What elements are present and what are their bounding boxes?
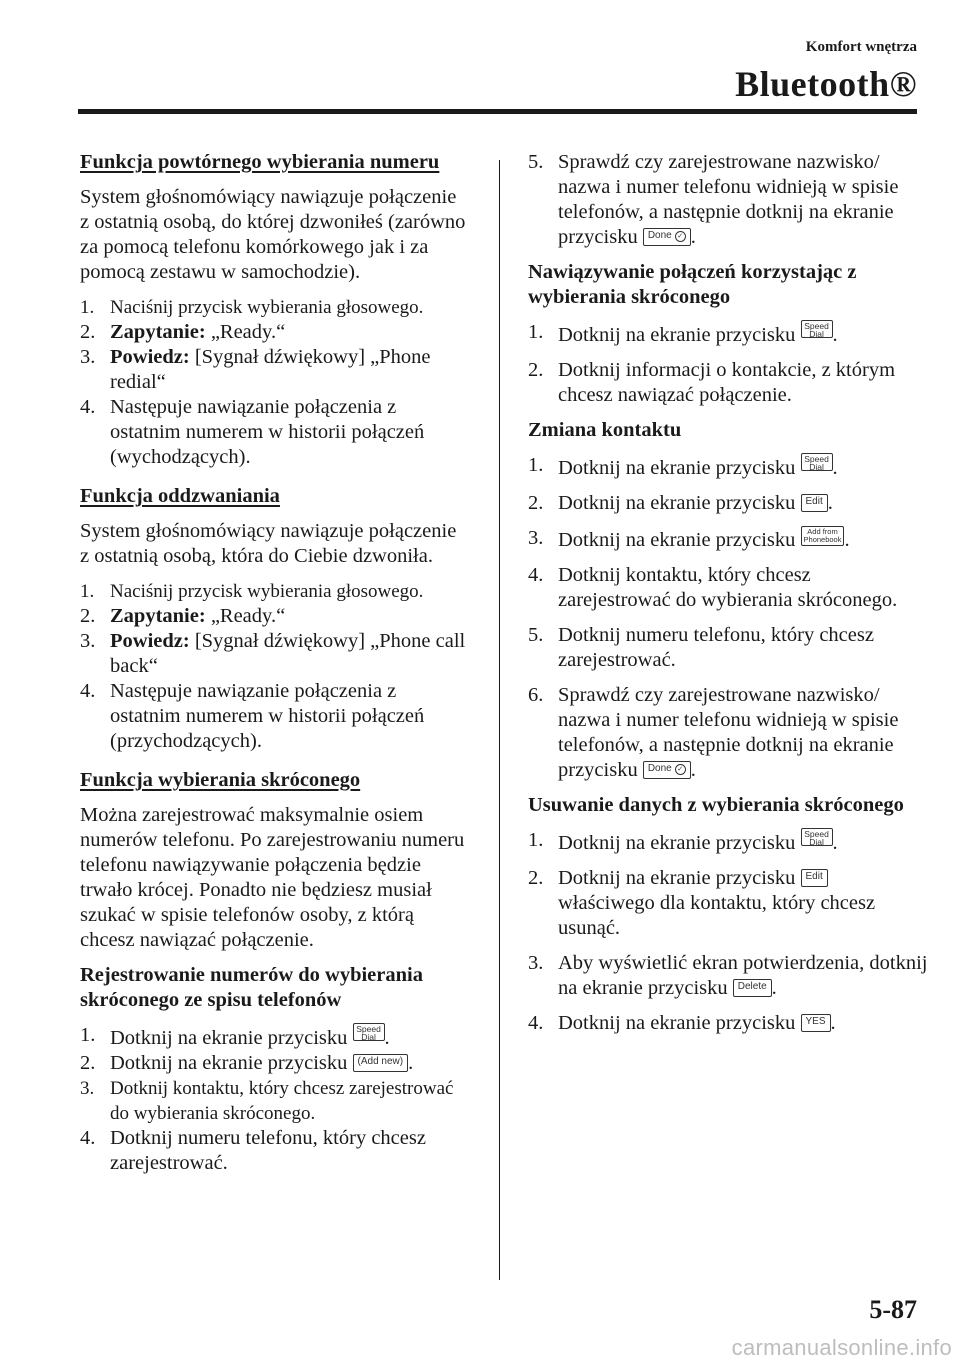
delete-steps (528, 828, 928, 1036)
list-item (528, 320, 928, 348)
step-text (558, 951, 928, 1001)
step-text: Dotknij numeru telefonu, który chcesz zarejestrować. (558, 624, 874, 671)
edit-button-icon: Edit (801, 869, 828, 887)
delete-button-icon: Delete (733, 979, 772, 997)
step-body: „Ready.“ (205, 605, 286, 627)
list-item (528, 526, 928, 553)
button-label: Speed (804, 454, 829, 464)
list-item (80, 604, 470, 629)
step-number: 4. (80, 1127, 96, 1149)
list-item (528, 358, 928, 408)
step-text: Naciśnij przycisk wybierania głosowego. (110, 297, 424, 318)
step-label: Zapytanie: (110, 321, 206, 343)
button-label: Speed (804, 321, 829, 331)
step-text: Naciśnij przycisk wybierania głosowego. (110, 581, 424, 602)
step-end: . (832, 324, 838, 346)
column-divider (499, 160, 500, 1280)
step-text (558, 453, 928, 481)
speed-dial-button-icon (801, 828, 833, 846)
list-item (80, 1023, 470, 1051)
step-number: 2. (528, 867, 544, 889)
step-body: Sprawdź czy zarejestrowane nazwisko/ nazwa i numer telefonu widnieją w spisie telefonów, a następnie dotknij na ekranie przycisku (558, 684, 899, 781)
speed-dial-heading: Funkcja wybierania skróconego (80, 769, 361, 791)
step-text: Dotknij kontaktu, który chcesz zarejestrować do wybierania skróconego. (558, 564, 898, 611)
step-text (110, 320, 470, 345)
step-number: 3. (80, 346, 96, 368)
step-text: Dotknij informacji o kontakcie, z którym chcesz nawiązać połączenie. (558, 359, 896, 406)
step-text (110, 629, 470, 679)
list-item (80, 1076, 470, 1126)
button-label: Add from (807, 527, 838, 536)
step-text (558, 150, 928, 250)
step-body: „Ready.“ (205, 321, 286, 343)
button-label: Done (647, 230, 672, 241)
step-body: Dotknij na ekranie przycisku (558, 529, 801, 551)
section-title: Komfort wnętrza (805, 39, 917, 55)
step-number: 6. (528, 684, 544, 706)
list-item (528, 1011, 928, 1036)
step-number: 5. (528, 624, 544, 646)
list-item (80, 579, 470, 604)
step-number: 2. (528, 359, 544, 381)
step-end: . (408, 1052, 414, 1074)
list-item (528, 563, 928, 613)
step-body: [Sygnał dźwiękowy] „Phone call back“ (110, 630, 466, 677)
step-number: 4. (80, 396, 96, 418)
step-end: właściwego dla kontaktu, który chcesz usunąć. (558, 892, 876, 939)
list-item (528, 866, 928, 941)
right-column (528, 150, 928, 1036)
step-body: [Sygnał dźwiękowy] „Phone redial“ (110, 346, 431, 393)
speed-dial-button-icon (353, 1023, 385, 1041)
speed-dial-intro: Można zarejestrować maksymalnie osiem numerów telefonu. Po zarejestrowaniu numeru telefonu nawiązywanie połączenia będzie trwało krócej. Ponadto nie będziesz musiał szukać w spisie telefonów osoby, z którą chcesz nawiązać połączenie. (80, 804, 465, 951)
step-text (558, 526, 928, 553)
list-item (80, 345, 470, 395)
list-item (80, 679, 470, 754)
step-body: Dotknij na ekranie przycisku (558, 832, 801, 854)
callback-heading: Funkcja oddzwaniania (80, 485, 280, 507)
edit-button-icon: Edit (801, 494, 828, 512)
add-from-phonebook-button-icon (801, 526, 845, 546)
chapter-title: Bluetooth® (735, 64, 917, 104)
step-number: 1. (80, 581, 95, 602)
calling-steps (528, 320, 928, 408)
step-text (558, 828, 928, 856)
step-text: Następuje nawiązanie połączenia z ostatnim numerem w historii połączeń (przychodzących). (110, 680, 425, 752)
step-text (110, 1023, 470, 1051)
list-item (528, 828, 928, 856)
step-body: Dotknij na ekranie przycisku (558, 1012, 801, 1034)
calling-heading: Nawiązywanie połączeń korzystając z wybierania skróconego (528, 261, 857, 308)
add-new-button-icon: (Add new) (353, 1054, 409, 1072)
step-number: 1. (528, 454, 544, 476)
step-body: Dotknij na ekranie przycisku (558, 867, 801, 889)
step-number: 2. (80, 605, 96, 627)
done-button-icon (643, 761, 691, 779)
list-item (80, 295, 470, 320)
list-item (528, 453, 928, 481)
button-label: Done (647, 763, 672, 774)
list-item (80, 395, 470, 470)
step-label: Powiedz: (110, 346, 190, 368)
change-steps (528, 453, 928, 783)
button-label: Dial (809, 462, 824, 472)
step-label: Powiedz: (110, 630, 190, 652)
step-end: . (690, 226, 696, 248)
step-number: 2. (528, 492, 544, 514)
list-item (528, 150, 928, 250)
step-text (558, 866, 928, 941)
page-number: 5-87 (869, 1295, 917, 1324)
callback-steps (80, 579, 470, 754)
redial-steps (80, 295, 470, 470)
step-body: Sprawdź czy zarejestrowane nazwisko/ nazwa i numer telefonu widnieją w spisie telefonów, a następnie dotknij na ekranie przycisku (558, 151, 899, 248)
button-label: Phonebook (803, 535, 842, 544)
step-end: . (771, 977, 777, 999)
step-end: . (690, 759, 696, 781)
redial-intro: System głośnomówiący nawiązuje połączenie z ostatnią osobą, do której dzwoniłeś (zarówno za pomocą telefonu komórkowego jak i za pomocą zestawu w samochodzie). (80, 186, 466, 283)
step-text (558, 1011, 928, 1036)
step-number: 3. (80, 630, 96, 652)
step-number: 4. (528, 564, 544, 586)
step-body: Dotknij na ekranie przycisku (110, 1052, 353, 1074)
step-number: 4. (80, 680, 96, 702)
yes-button-icon: YES (801, 1014, 831, 1032)
step-number: 3. (528, 527, 544, 549)
button-label: Dial (809, 837, 824, 847)
step-number: 3. (528, 952, 544, 974)
list-item (80, 1126, 470, 1176)
page-header (735, 38, 917, 106)
step-number: 1. (528, 321, 544, 343)
speed-dial-button-icon (801, 453, 833, 471)
step-end: . (844, 529, 850, 551)
checkmark-icon: ✓ (675, 764, 686, 775)
step-body: Dotknij na ekranie przycisku (558, 492, 801, 514)
list-item (528, 683, 928, 783)
speed-dial-button-icon (801, 320, 833, 338)
button-label: Dial (809, 329, 824, 339)
left-column (80, 150, 470, 1176)
step-text: Dotknij kontaktu, który chcesz zarejestrować do wybierania skróconego. (110, 1078, 454, 1124)
step-label: Zapytanie: (110, 605, 206, 627)
list-item (528, 491, 928, 516)
list-item (80, 320, 470, 345)
button-label: Dial (361, 1032, 376, 1042)
list-item (528, 951, 928, 1001)
callback-intro: System głośnomówiący nawiązuje połączenie z ostatnią osobą, która do Ciebie dzwoniła. (80, 520, 457, 567)
step-end: . (827, 492, 833, 514)
step-end: . (830, 1012, 836, 1034)
step-text (558, 683, 928, 783)
checkmark-icon: ✓ (675, 231, 686, 242)
step-number: 1. (80, 297, 95, 318)
done-button-icon (643, 228, 691, 246)
step-body: Dotknij na ekranie przycisku (110, 1027, 353, 1049)
step-text (110, 604, 470, 629)
watermark: carmanualsonline.info (731, 1335, 952, 1360)
step-text (558, 320, 928, 348)
step-body: Dotknij na ekranie przycisku (558, 324, 801, 346)
step-body: Dotknij na ekranie przycisku (558, 457, 801, 479)
step-body: Aby wyświetlić ekran potwierdzenia, dotknij na ekranie przycisku (558, 952, 928, 999)
step-text: Następuje nawiązanie połączenia z ostatnim numerem w historii połączeń (wychodzących). (110, 396, 425, 468)
list-item (80, 1051, 470, 1076)
list-item (528, 623, 928, 673)
redial-heading: Funkcja powtórnego wybierania numeru (80, 151, 440, 173)
step-number: 2. (80, 1052, 96, 1074)
delete-heading: Usuwanie danych z wybierania skróconego (528, 794, 904, 816)
step-text (110, 345, 470, 395)
step-number: 5. (528, 151, 544, 173)
step-end: . (832, 457, 838, 479)
step-text (558, 491, 928, 516)
step-text: Dotknij numeru telefonu, który chcesz zarejestrować. (110, 1127, 426, 1174)
step-number: 3. (80, 1078, 95, 1099)
step-text (110, 1051, 470, 1076)
change-heading: Zmiana kontaktu (528, 419, 682, 441)
list-item (80, 629, 470, 679)
step-number: 4. (528, 1012, 544, 1034)
button-label: Speed (804, 829, 829, 839)
step-end: . (832, 832, 838, 854)
header-rule (78, 109, 917, 114)
button-label: Speed (356, 1024, 381, 1034)
step-number: 1. (80, 1024, 96, 1046)
step-number: 2. (80, 321, 96, 343)
step-end: . (384, 1027, 390, 1049)
step-number: 1. (528, 829, 544, 851)
register-steps (80, 1023, 470, 1176)
register-heading: Rejestrowanie numerów do wybierania skróconego ze spisu telefonów (80, 964, 423, 1011)
